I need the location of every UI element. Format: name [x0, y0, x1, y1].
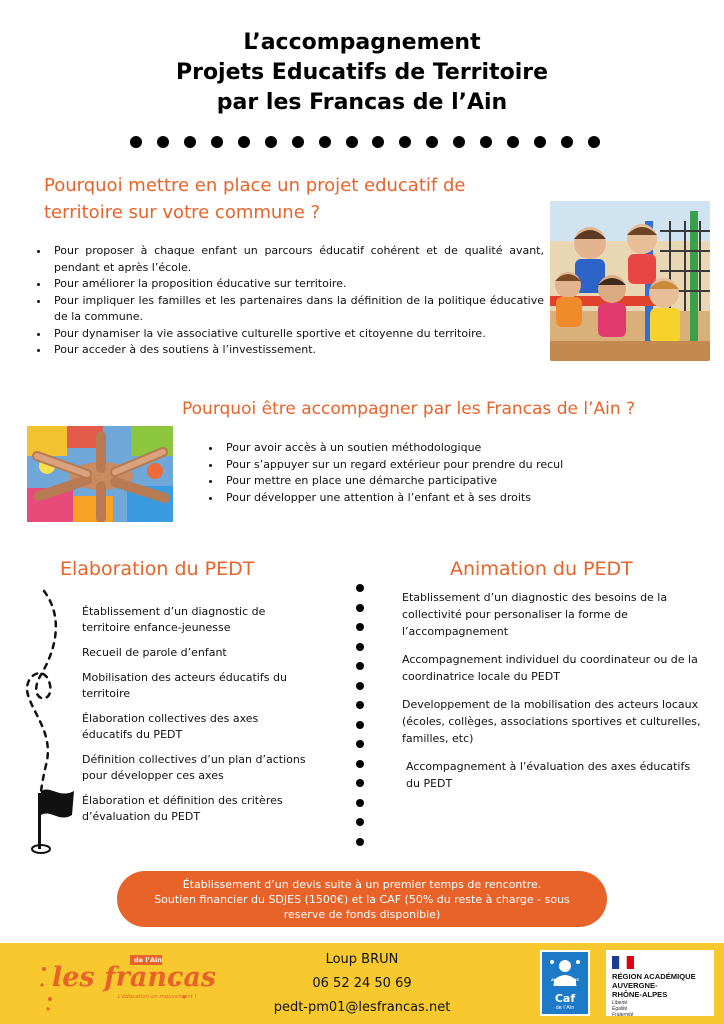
funding-banner [117, 871, 607, 927]
list-item: • Pour développer une attention à l’enfant et à ses droits [222, 490, 642, 507]
french-flag-icon [612, 956, 634, 969]
title-line-2: Projets Educatifs de Territoire [175, 60, 549, 85]
caf-line-1: ALLOCATIONS [551, 978, 579, 982]
list-item: Etablissement d’un diagnostic des besoins de la collectivité pour personaliser la forme de l’accompagnement [402, 591, 668, 638]
contact-block [262, 948, 462, 1020]
why-francas-list [208, 440, 642, 506]
region-motto-2: Égalité [612, 1006, 628, 1012]
francas-badge-text: de l’Ain [134, 956, 162, 964]
list-item: Élaboration collectives des axes éducatifs du PEDT [82, 712, 259, 741]
list-item: Accompagnement à l’évaluation des axes éducatifs du PEDT [406, 760, 691, 790]
francas-tagline: L’éducation en mouvement ! [118, 994, 197, 1000]
region-line-3: RHÔNE-ALPES [612, 990, 668, 999]
funding-line-2: Soutien financier du SDJES (1500€) et la CAF (50% du reste à charge - sous [154, 892, 570, 906]
list-item: • Pour avoir accès à un soutien méthodologique [222, 440, 642, 457]
list-item: • Pour acceder à des soutiens à l’investissement. [50, 342, 544, 359]
dotted-path-flag-icon [14, 585, 84, 860]
list-item: • Pour améliorer la proposition éducative sur territoire. [50, 276, 544, 293]
caf-line-2: FAMILIALES [553, 982, 577, 987]
funding-line-3: reserve de fonds disponible) [283, 907, 441, 921]
contact-name: Loup BRUN [325, 952, 399, 967]
animation-heading: Animation du PEDT [450, 558, 633, 580]
caf-logo [540, 950, 590, 1016]
list-item: • Pour s’appuyer sur un regard extérieur pour prendre du recul [222, 457, 642, 474]
caf-name: Caf [554, 992, 576, 1005]
contact-phone[interactable]: 06 52 24 50 69 [312, 976, 412, 991]
list-item: Définition collectives d’un plan d’actions pour développer ces axes [82, 753, 306, 782]
region-motto-3: Fraternité [612, 1012, 634, 1018]
region-line-2: AUVERGNE- [612, 981, 658, 990]
why-pedt-heading: Pourquoi mettre en place un projet educatif de territoire sur votre commune ? [44, 175, 466, 223]
list-item: Developpement de la mobilisation des acteurs locaux (écoles, collèges, associations sportives et culturelles, familles, etc) [402, 698, 701, 745]
list-item: Mobilisation des acteurs éducatifs du territoire [82, 671, 287, 700]
animation-list [402, 589, 702, 803]
contact-email[interactable]: pedt-pm01@lesfrancas.net [273, 1000, 451, 1015]
region-academique-logo [606, 950, 714, 1016]
francas-logo [38, 955, 217, 1015]
region-motto-1: Liberté [612, 1000, 628, 1006]
caf-sub: de l’Ain [555, 1005, 575, 1011]
vertical-dot-divider [354, 584, 366, 846]
elaboration-list [82, 604, 312, 834]
elaboration-heading: Elaboration du PEDT [60, 558, 255, 580]
funding-line-1: Établissement d’un devis suite à un premier temps de rencontre. [182, 877, 542, 891]
list-item: Établissement d’un diagnostic de territoire enfance-jeunesse [82, 605, 266, 634]
list-item: Élaboration et définition des critères d’évaluation du PEDT [82, 794, 283, 823]
list-item: • Pour mettre en place une démarche participative [222, 473, 642, 490]
children-playground-photo [550, 201, 710, 361]
title-line-3: par les Francas de l’Ain [216, 90, 508, 115]
title-line-1: L’accompagnement [243, 30, 481, 55]
list-item: Accompagnement individuel du coordinateur ou de la coordinatrice locale du PEDT [402, 653, 698, 683]
why-pedt-list [36, 243, 544, 359]
why-francas-heading: Pourquoi être accompagner par les Francas de l’Ain ? [182, 399, 636, 419]
dot-divider [130, 136, 600, 148]
list-item: • Pour dynamiser la vie associative culturelle sportive et citoyenne du territoire. [50, 326, 544, 343]
list-item: • Pour impliquer les familles et les partenaires dans la définition de la politique éducative de la commune. [50, 293, 544, 326]
page-title [0, 28, 724, 118]
hands-together-photo [27, 426, 173, 522]
francas-logo-text: les francas [52, 962, 217, 993]
region-line-1: RÉGION ACADÉMIQUE [612, 972, 696, 981]
list-item: • Pour proposer à chaque enfant un parcours éducatif cohérent et de qualité avant, pendant et après l’école. [50, 243, 544, 276]
list-item: Recueil de parole d’enfant [82, 646, 227, 659]
